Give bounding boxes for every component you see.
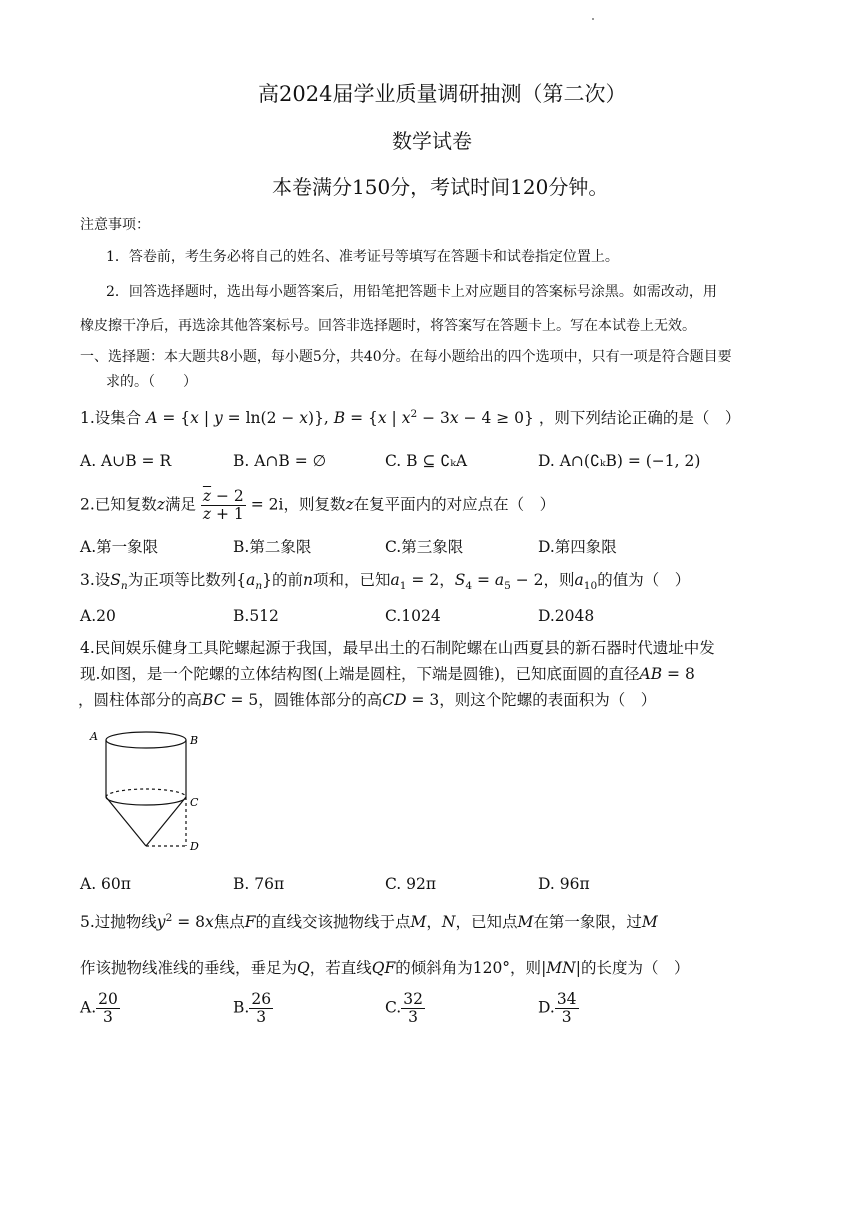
q5-option-b-den: 3 (256, 1008, 267, 1027)
q3-option-c[interactable]: C.1024 (385, 607, 441, 625)
q5-option-c-den: 3 (408, 1008, 419, 1027)
q5-option-a-den: 3 (103, 1008, 113, 1027)
q2-mid: 满足 (164, 495, 196, 514)
q5-option-a[interactable] (80, 991, 120, 1026)
q4-line-3-mid: ，圆锥体部分的高 (258, 691, 383, 709)
q3-suffix: 的值为（ ） (597, 571, 691, 589)
q5-line-1-mid-4: 在第一象限，过 (533, 913, 642, 931)
q5-option-d[interactable] (538, 991, 579, 1026)
question-5-line-2: 作该抛物线准线的垂线，垂足为Q，若直线QF的倾斜角为120°，则|MN|的长度为（ ） (80, 959, 690, 977)
q1-option-c[interactable]: C. B ⊆ ∁ₖA (385, 452, 468, 470)
figure-label-c: C (190, 796, 199, 809)
exam-subject: 数学试卷 (392, 129, 472, 153)
figure-label-b: B (190, 734, 199, 747)
q1-suffix: ，则下列结论正确的是（ ） (538, 409, 741, 427)
figure-label-d: D (190, 840, 199, 853)
q5-option-d-den: 3 (561, 1008, 572, 1027)
section-heading-line-2: 求的。（ ） (106, 374, 197, 390)
section-heading-line-1: 一、选择题：本大题共8小题，每小题5分，共40分。在每小题给出的四个选项中，只有一项是符合题目要 (80, 349, 732, 365)
q1-option-a[interactable]: A. A∪B = R (80, 452, 172, 470)
exam-title: 高2024届学业质量调研抽测（第二次） (258, 82, 627, 106)
q5-option-b-letter: B. (233, 998, 250, 1017)
exam-info: 本卷满分150分，考试时间120分钟。 (272, 175, 609, 199)
figure-label-a: A (90, 730, 98, 743)
q2-prefix: 2.已知复数 (80, 495, 157, 514)
q5-option-c-letter: C. (385, 998, 402, 1017)
q2-option-c[interactable]: C.第三象限 (385, 538, 464, 556)
q5-line-2-mid-1: ，若直线 (309, 959, 372, 977)
q2-suffix-2: 在复平面内的对应点在（ ） (353, 495, 556, 514)
question-3: 3.设$S_n$为正项等比数列$\{a_n\}$的前n项和，已知$a_1 = 2$，$S_4 = a_5 - 2$，则$a_{10}$的值为（ ） (80, 571, 691, 593)
q5-option-c-num: 32 (403, 990, 423, 1008)
question-4-line-2: 现.如图，是一个陀螺的立体结构图(上端是圆柱，下端是圆锥)，已知底面圆的直径AB = 8 (80, 665, 695, 683)
notes-heading: 注意事项： (80, 217, 150, 233)
q4-line-3-prefix: ，圆柱体部分的高 (78, 691, 203, 709)
q1-prefix: 1.设集合 (80, 409, 142, 427)
notes-item-1: 1．答卷前，考生务必将自己的姓名、准考证号等填写在答题卡和试卷指定位置上。 (106, 249, 619, 265)
spinning-top-figure (86, 722, 216, 857)
notes-item-2-line-1: 2．回答选择题时，选出每小题答案后，用铅笔把答题卡上对应题目的答案标号涂黑。如需改动，用 (106, 284, 717, 300)
q2-fraction: $\frac{\overline{z} - 2}{z + 1}$ (202, 487, 244, 524)
q3-mid-1: 为正项等比数列 (127, 571, 237, 589)
q4-option-b[interactable]: B. 76π (233, 875, 285, 893)
q5-line-1-mid-1: 焦点 (213, 913, 245, 931)
q4-option-a[interactable]: A. 60π (80, 875, 131, 893)
question-4-line-3: ，圆柱体部分的高BC = 5，圆锥体部分的高CD = 3，则这个陀螺的表面积为（ ） (78, 691, 657, 709)
q3-option-b[interactable]: B.512 (233, 607, 279, 625)
q2-option-a[interactable]: A.第一象限 (80, 538, 159, 556)
q5-option-c[interactable] (385, 991, 425, 1026)
q5-line-1-mid-3: ，已知点 (455, 913, 518, 931)
q4-option-d[interactable]: D. 96π (538, 875, 590, 893)
q5-line-1-mid-2: 的直线交该抛物线于点 (255, 913, 411, 931)
scan-speck (592, 18, 594, 20)
q5-option-d-num: 34 (556, 990, 577, 1008)
question-1 (80, 406, 740, 428)
question-2: 2.已知复数z满足 $\frac{\overline{z} - 2}{z + 1}$ = 2i，则复数z在复平面内的对应点在（ ） (80, 487, 556, 524)
q5-option-a-num: 20 (98, 990, 118, 1008)
q1-option-b[interactable]: B. A∩B = ∅ (233, 452, 327, 470)
q4-line-3-suffix: ，则这个陀螺的表面积为（ ） (439, 691, 657, 709)
q5-line-1-prefix: 5.过抛物线 (80, 913, 157, 931)
q1-option-d[interactable]: D. A∩(∁ₖB) = (−1, 2) (538, 452, 701, 470)
q2-suffix: ，则复数 (283, 495, 346, 514)
q4-line-2-prefix: 现.如图，是一个陀螺的立体结构图(上端是圆柱，下端是圆锥)，已知底面圆的直径 (80, 665, 640, 683)
q5-line-2-mid-2: 的倾斜角为120°，则 (395, 959, 542, 977)
q5-line-2-prefix: 作该抛物线准线的垂线，垂足为 (80, 959, 298, 977)
q5-option-d-letter: D. (538, 998, 555, 1017)
q2-option-b[interactable]: B.第二象限 (233, 538, 312, 556)
q3-mid-4: ，则 (543, 571, 575, 589)
q4-option-c[interactable]: C. 92π (385, 875, 437, 893)
q5-line-2-suffix: 的长度为（ ） (580, 959, 690, 977)
q3-prefix: 3.设 (80, 571, 111, 589)
q2-option-d[interactable]: D.第四象限 (538, 538, 617, 556)
question-4-line-1: 4.民间娱乐健身工具陀螺起源于我国，最早出土的石制陀螺在山西夏县的新石器时代遗址中发 (80, 639, 715, 657)
notes-item-2-line-2: 橡皮擦干净后，再选涂其他答案标号。回答非选择题时，将答案写在答题卡上。写在本试卷上无效。 (80, 318, 696, 334)
q5-option-b[interactable] (233, 991, 273, 1026)
q5-option-a-letter: A. (80, 998, 97, 1017)
q3-option-a[interactable]: A.20 (80, 607, 116, 625)
q3-option-d[interactable]: D.2048 (538, 607, 595, 625)
q3-mid-2: 的前 (272, 571, 304, 589)
question-5-line-1: 5.过抛物线$y^2 = 8x$焦点F的直线交该抛物线于点M，N，已知点M在第一象限，过M (80, 911, 658, 931)
q1-set-a: A = {x | y = ln(2 − x)}, B = {x | $x^2 - 3x - 4 \ge 0$} (146, 407, 534, 427)
q5-option-b-num: 26 (251, 990, 272, 1008)
q3-mid-3: 项和，已知 (313, 571, 391, 589)
